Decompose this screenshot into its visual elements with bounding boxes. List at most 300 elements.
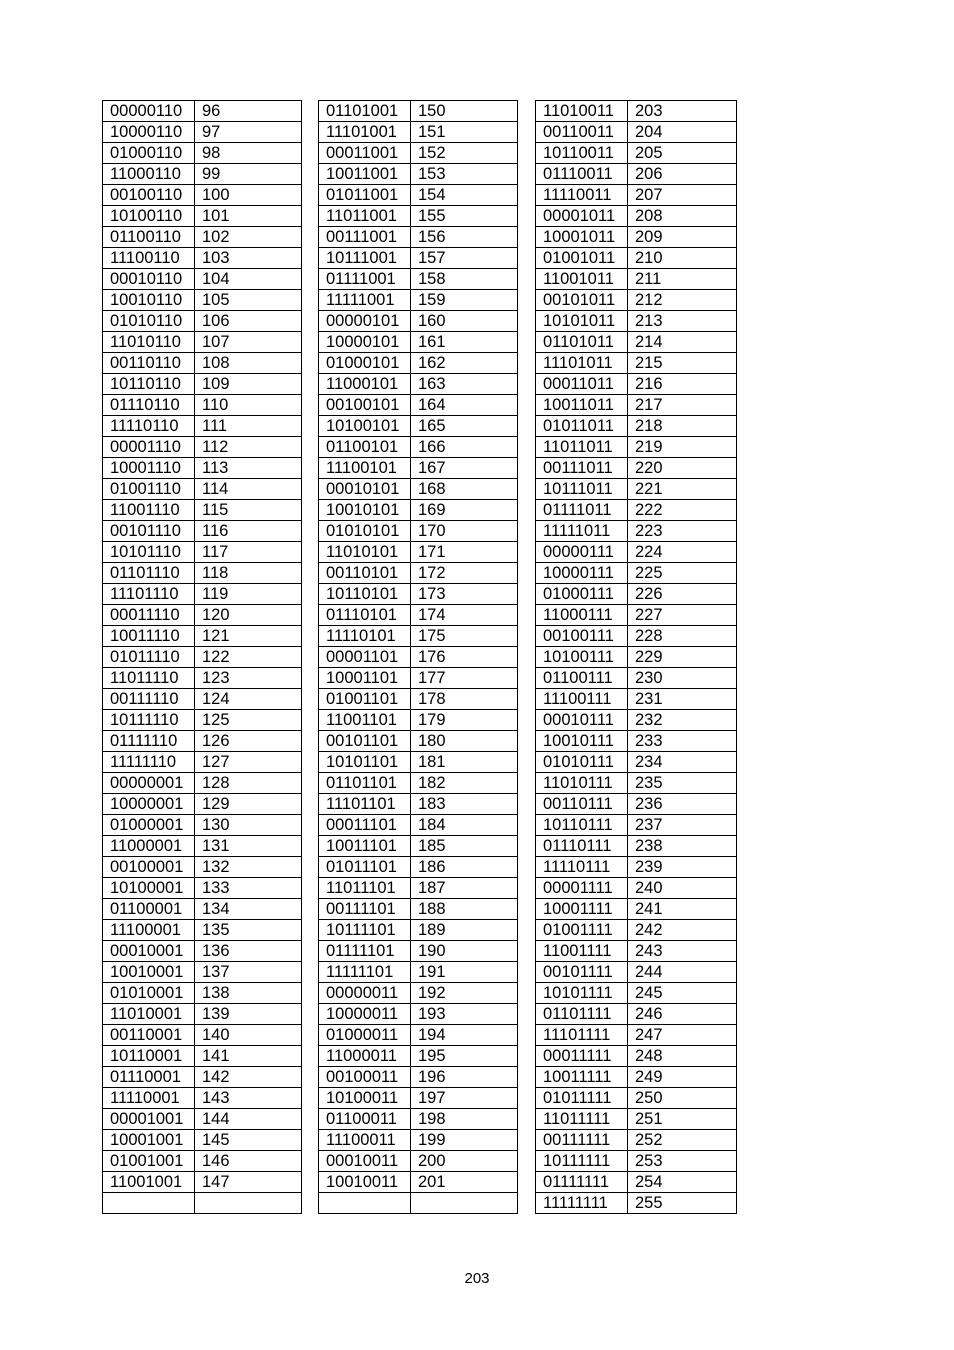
decimal-value-cell: 198 <box>411 1109 518 1130</box>
table-row <box>319 794 518 815</box>
binary-table-2 <box>318 100 518 1214</box>
decimal-value-cell: 163 <box>411 374 518 395</box>
decimal-value-cell: 188 <box>411 899 518 920</box>
binary-value-cell: 11111111 <box>536 1193 628 1214</box>
table-row <box>536 647 737 668</box>
table-row <box>319 710 518 731</box>
binary-value-cell: 01000011 <box>319 1025 411 1046</box>
table-row <box>536 353 737 374</box>
table-row <box>319 353 518 374</box>
table-row <box>319 479 518 500</box>
table-row <box>319 584 518 605</box>
binary-value-cell: 00010111 <box>536 710 628 731</box>
binary-value-cell: 11011001 <box>319 206 411 227</box>
table-row <box>103 185 302 206</box>
binary-value-cell: 00101110 <box>103 521 195 542</box>
decimal-value-cell: 230 <box>628 668 737 689</box>
decimal-value-cell: 212 <box>628 290 737 311</box>
table-row <box>536 1109 737 1130</box>
binary-value-cell: 01001011 <box>536 248 628 269</box>
table-row <box>536 374 737 395</box>
binary-value-cell: 10110110 <box>103 374 195 395</box>
binary-table-3 <box>535 100 737 1214</box>
table-row <box>319 836 518 857</box>
decimal-value-cell: 159 <box>411 290 518 311</box>
decimal-value-cell: 109 <box>195 374 302 395</box>
table-row <box>536 227 737 248</box>
binary-value-cell: 10011111 <box>536 1067 628 1088</box>
decimal-value-cell: 145 <box>195 1130 302 1151</box>
decimal-value-cell: 249 <box>628 1067 737 1088</box>
decimal-value-cell: 245 <box>628 983 737 1004</box>
decimal-value-cell: 155 <box>411 206 518 227</box>
binary-value-cell: 11100001 <box>103 920 195 941</box>
binary-value-cell: 11011011 <box>536 437 628 458</box>
binary-value-cell: 10011101 <box>319 836 411 857</box>
binary-value-cell: 01000111 <box>536 584 628 605</box>
table-row <box>103 878 302 899</box>
binary-value-cell: 01110101 <box>319 605 411 626</box>
binary-value-cell: 11111101 <box>319 962 411 983</box>
decimal-value-cell: 104 <box>195 269 302 290</box>
table-row <box>103 1193 302 1214</box>
decimal-value-cell: 168 <box>411 479 518 500</box>
decimal-value-cell: 233 <box>628 731 737 752</box>
decimal-value-cell: 167 <box>411 458 518 479</box>
decimal-value-cell: 178 <box>411 689 518 710</box>
binary-value-cell: 10100110 <box>103 206 195 227</box>
decimal-value-cell: 252 <box>628 1130 737 1151</box>
decimal-value-cell: 216 <box>628 374 737 395</box>
table-row <box>103 647 302 668</box>
decimal-value-cell: 226 <box>628 584 737 605</box>
decimal-value-cell: 169 <box>411 500 518 521</box>
binary-value-cell: 01001101 <box>319 689 411 710</box>
table-row <box>319 1130 518 1151</box>
decimal-value-cell: 231 <box>628 689 737 710</box>
binary-value-cell: 01011110 <box>103 647 195 668</box>
table-row <box>536 500 737 521</box>
decimal-value-cell: 175 <box>411 626 518 647</box>
binary-value-cell: 10100101 <box>319 416 411 437</box>
decimal-value-cell: 140 <box>195 1025 302 1046</box>
decimal-value-cell: 253 <box>628 1151 737 1172</box>
table-row <box>103 1088 302 1109</box>
decimal-value-cell: 172 <box>411 563 518 584</box>
binary-value-cell: 11100110 <box>103 248 195 269</box>
binary-value-cell: 00111011 <box>536 458 628 479</box>
decimal-value-cell: 251 <box>628 1109 737 1130</box>
table-row <box>536 1151 737 1172</box>
binary-value-cell: 10011011 <box>536 395 628 416</box>
binary-value-cell: 10110101 <box>319 584 411 605</box>
table-row <box>103 479 302 500</box>
binary-value-cell: 10111110 <box>103 710 195 731</box>
decimal-value-cell: 131 <box>195 836 302 857</box>
decimal-value-cell: 100 <box>195 185 302 206</box>
binary-value-cell: 00111001 <box>319 227 411 248</box>
binary-value-cell: 11011101 <box>319 878 411 899</box>
table-row <box>536 185 737 206</box>
table-row <box>319 1088 518 1109</box>
binary-value-cell: 00110110 <box>103 353 195 374</box>
decimal-value-cell: 160 <box>411 311 518 332</box>
binary-value-cell: 10100001 <box>103 878 195 899</box>
binary-value-cell: 11001001 <box>103 1172 195 1193</box>
binary-value-cell: 11101111 <box>536 1025 628 1046</box>
page-number: 203 <box>464 1270 490 1287</box>
table-row <box>103 353 302 374</box>
binary-value-cell: 00100001 <box>103 857 195 878</box>
binary-value-cell: 10001111 <box>536 899 628 920</box>
binary-value-cell: 10110011 <box>536 143 628 164</box>
binary-value-cell: 00100011 <box>319 1067 411 1088</box>
binary-value-cell: 01101110 <box>103 563 195 584</box>
binary-value-cell: 11000001 <box>103 836 195 857</box>
table-row <box>319 605 518 626</box>
decimal-value-cell: 122 <box>195 647 302 668</box>
table-row <box>103 332 302 353</box>
binary-value-cell: 10000001 <box>103 794 195 815</box>
binary-value-cell: 00100111 <box>536 626 628 647</box>
binary-value-cell: 11110101 <box>319 626 411 647</box>
binary-table-1 <box>102 100 302 1214</box>
binary-value-cell: 10111011 <box>536 479 628 500</box>
binary-value-cell: 10110001 <box>103 1046 195 1067</box>
decimal-value-cell: 234 <box>628 752 737 773</box>
binary-value-cell: 00100110 <box>103 185 195 206</box>
table-row <box>536 857 737 878</box>
binary-value-cell: 11111011 <box>536 521 628 542</box>
decimal-value-cell: 250 <box>628 1088 737 1109</box>
table-row <box>319 1193 518 1214</box>
table-row <box>536 878 737 899</box>
binary-value-cell: 10101011 <box>536 311 628 332</box>
table-row <box>319 416 518 437</box>
table-row <box>319 500 518 521</box>
table-row <box>536 1172 737 1193</box>
binary-value-cell: 00010011 <box>319 1151 411 1172</box>
binary-value-cell: 01001111 <box>536 920 628 941</box>
binary-value-cell: 01111110 <box>103 731 195 752</box>
table-row <box>103 710 302 731</box>
binary-value-cell: 11001101 <box>319 710 411 731</box>
binary-value-cell: 10100011 <box>319 1088 411 1109</box>
binary-value-cell: 00111111 <box>536 1130 628 1151</box>
binary-value-cell: 01110001 <box>103 1067 195 1088</box>
binary-value-cell: 11011110 <box>103 668 195 689</box>
binary-value-cell: 10011110 <box>103 626 195 647</box>
decimal-value-cell: 237 <box>628 815 737 836</box>
table-row <box>103 1046 302 1067</box>
binary-value-cell: 01101111 <box>536 1004 628 1025</box>
table-row <box>103 857 302 878</box>
decimal-value-cell: 114 <box>195 479 302 500</box>
binary-value-cell: 11111001 <box>319 290 411 311</box>
binary-table-body <box>103 101 302 1214</box>
binary-value-cell: 10011001 <box>319 164 411 185</box>
table-row <box>536 458 737 479</box>
binary-value-cell: 10001110 <box>103 458 195 479</box>
decimal-value-cell: 206 <box>628 164 737 185</box>
binary-value-cell <box>319 1193 411 1214</box>
decimal-value-cell: 210 <box>628 248 737 269</box>
decimal-value-cell: 147 <box>195 1172 302 1193</box>
binary-value-cell: 11000101 <box>319 374 411 395</box>
decimal-value-cell: 174 <box>411 605 518 626</box>
binary-value-cell: 01111111 <box>536 1172 628 1193</box>
decimal-value-cell: 209 <box>628 227 737 248</box>
binary-value-cell: 01101011 <box>536 332 628 353</box>
table-row <box>319 962 518 983</box>
decimal-value-cell: 192 <box>411 983 518 1004</box>
decimal-value-cell: 161 <box>411 332 518 353</box>
table-row <box>103 668 302 689</box>
decimal-value-cell: 133 <box>195 878 302 899</box>
binary-value-cell: 01011001 <box>319 185 411 206</box>
table-row <box>319 857 518 878</box>
table-row <box>103 101 302 122</box>
table-row <box>319 752 518 773</box>
decimal-value-cell: 211 <box>628 269 737 290</box>
binary-value-cell: 10101111 <box>536 983 628 1004</box>
table-row <box>319 143 518 164</box>
decimal-value-cell: 125 <box>195 710 302 731</box>
table-row <box>536 143 737 164</box>
decimal-value-cell: 179 <box>411 710 518 731</box>
binary-value-cell: 11011111 <box>536 1109 628 1130</box>
binary-value-cell: 00000101 <box>319 311 411 332</box>
decimal-value-cell: 201 <box>411 1172 518 1193</box>
table-row <box>319 311 518 332</box>
table-row <box>319 185 518 206</box>
binary-value-cell: 11101110 <box>103 584 195 605</box>
table-row <box>103 206 302 227</box>
decimal-value-cell: 164 <box>411 395 518 416</box>
table-row <box>536 584 737 605</box>
table-row <box>103 1067 302 1088</box>
table-row <box>536 416 737 437</box>
binary-value-cell: 01010101 <box>319 521 411 542</box>
binary-value-cell: 11111110 <box>103 752 195 773</box>
binary-value-cell: 01101001 <box>319 101 411 122</box>
binary-value-cell: 00001110 <box>103 437 195 458</box>
decimal-value-cell: 191 <box>411 962 518 983</box>
table-row <box>319 269 518 290</box>
decimal-value-cell: 240 <box>628 878 737 899</box>
binary-value-cell: 00110011 <box>536 122 628 143</box>
table-row <box>103 122 302 143</box>
decimal-value-cell: 181 <box>411 752 518 773</box>
binary-value-cell: 00010101 <box>319 479 411 500</box>
table-row <box>103 374 302 395</box>
table-row <box>536 752 737 773</box>
decimal-value-cell: 194 <box>411 1025 518 1046</box>
table-row <box>103 920 302 941</box>
binary-value-cell: 11101101 <box>319 794 411 815</box>
table-row <box>536 290 737 311</box>
binary-value-cell: 10111101 <box>319 920 411 941</box>
binary-value-cell: 01111011 <box>536 500 628 521</box>
table-row <box>103 1130 302 1151</box>
decimal-value-cell: 138 <box>195 983 302 1004</box>
table-row <box>319 248 518 269</box>
binary-value-cell: 00001101 <box>319 647 411 668</box>
decimal-value-cell: 117 <box>195 542 302 563</box>
decimal-value-cell: 97 <box>195 122 302 143</box>
table-row <box>536 1046 737 1067</box>
decimal-value-cell: 205 <box>628 143 737 164</box>
binary-value-cell: 10000101 <box>319 332 411 353</box>
binary-table-body <box>536 101 737 1214</box>
binary-value-cell: 10101110 <box>103 542 195 563</box>
table-row <box>319 1172 518 1193</box>
decimal-value-cell: 199 <box>411 1130 518 1151</box>
table-row <box>103 773 302 794</box>
table-row <box>319 290 518 311</box>
decimal-value-cell: 103 <box>195 248 302 269</box>
table-row <box>536 332 737 353</box>
decimal-value-cell: 96 <box>195 101 302 122</box>
table-row <box>103 395 302 416</box>
binary-value-cell: 01011101 <box>319 857 411 878</box>
binary-value-cell: 01100111 <box>536 668 628 689</box>
binary-value-cell: 10010111 <box>536 731 628 752</box>
table-row <box>536 563 737 584</box>
table-row <box>536 206 737 227</box>
table-row <box>536 962 737 983</box>
table-row <box>319 542 518 563</box>
binary-value-cell: 10101101 <box>319 752 411 773</box>
decimal-value-cell: 150 <box>411 101 518 122</box>
decimal-value-cell: 134 <box>195 899 302 920</box>
decimal-value-cell: 157 <box>411 248 518 269</box>
binary-value-cell: 01111001 <box>319 269 411 290</box>
binary-value-cell: 10010001 <box>103 962 195 983</box>
table-row <box>103 1025 302 1046</box>
binary-value-cell: 11100101 <box>319 458 411 479</box>
binary-value-cell: 11000011 <box>319 1046 411 1067</box>
binary-value-cell: 11010011 <box>536 101 628 122</box>
decimal-value-cell: 229 <box>628 647 737 668</box>
binary-table-body <box>319 101 518 1214</box>
table-row <box>103 962 302 983</box>
binary-value-cell: 00101101 <box>319 731 411 752</box>
binary-value-cell: 00110111 <box>536 794 628 815</box>
table-row <box>536 164 737 185</box>
decimal-value-cell: 112 <box>195 437 302 458</box>
table-row <box>103 227 302 248</box>
decimal-value-cell: 158 <box>411 269 518 290</box>
table-row <box>103 983 302 1004</box>
binary-value-cell: 11110001 <box>103 1088 195 1109</box>
binary-value-cell: 11000110 <box>103 164 195 185</box>
table-row <box>536 920 737 941</box>
binary-value-cell: 01010001 <box>103 983 195 1004</box>
binary-value-cell: 10110111 <box>536 815 628 836</box>
decimal-value-cell: 106 <box>195 311 302 332</box>
decimal-value-cell: 193 <box>411 1004 518 1025</box>
binary-value-cell: 01110111 <box>536 836 628 857</box>
binary-value-cell: 00111101 <box>319 899 411 920</box>
table-row <box>319 920 518 941</box>
binary-value-cell: 00100101 <box>319 395 411 416</box>
table-row <box>536 773 737 794</box>
decimal-value-cell: 127 <box>195 752 302 773</box>
binary-value-cell: 01001001 <box>103 1151 195 1172</box>
binary-value-cell: 11101001 <box>319 122 411 143</box>
decimal-value-cell: 235 <box>628 773 737 794</box>
binary-value-cell: 01100011 <box>319 1109 411 1130</box>
table-row <box>103 1151 302 1172</box>
binary-value-cell: 11000111 <box>536 605 628 626</box>
decimal-value-cell: 203 <box>628 101 737 122</box>
decimal-value-cell: 173 <box>411 584 518 605</box>
table-row <box>319 899 518 920</box>
table-row <box>319 1109 518 1130</box>
binary-value-cell: 01010111 <box>536 752 628 773</box>
table-row <box>103 542 302 563</box>
binary-value-cell: 01010110 <box>103 311 195 332</box>
table-row <box>319 773 518 794</box>
binary-value-cell: 11100111 <box>536 689 628 710</box>
table-row <box>319 815 518 836</box>
binary-value-cell: 01110011 <box>536 164 628 185</box>
decimal-value-cell: 246 <box>628 1004 737 1025</box>
decimal-value-cell: 126 <box>195 731 302 752</box>
binary-value-cell: 00101111 <box>536 962 628 983</box>
decimal-value-cell: 248 <box>628 1046 737 1067</box>
binary-value-cell: 00110001 <box>103 1025 195 1046</box>
binary-value-cell: 10001001 <box>103 1130 195 1151</box>
binary-value-cell: 11101011 <box>536 353 628 374</box>
decimal-value-cell: 213 <box>628 311 737 332</box>
decimal-value-cell: 130 <box>195 815 302 836</box>
table-row <box>536 1067 737 1088</box>
table-row <box>319 1151 518 1172</box>
decimal-value-cell: 224 <box>628 542 737 563</box>
binary-value-cell: 00000011 <box>319 983 411 1004</box>
decimal-value-cell: 196 <box>411 1067 518 1088</box>
binary-value-cell: 01000110 <box>103 143 195 164</box>
decimal-value-cell: 207 <box>628 185 737 206</box>
table-row <box>103 941 302 962</box>
table-row <box>536 668 737 689</box>
decimal-value-cell: 227 <box>628 605 737 626</box>
binary-value-cell: 10111001 <box>319 248 411 269</box>
binary-value-cell: 00000110 <box>103 101 195 122</box>
binary-value-cell: 00010110 <box>103 269 195 290</box>
table-row <box>536 815 737 836</box>
decimal-value-cell: 223 <box>628 521 737 542</box>
table-row <box>536 983 737 1004</box>
decimal-value-cell: 180 <box>411 731 518 752</box>
binary-value-cell: 01110110 <box>103 395 195 416</box>
binary-value-cell: 10010101 <box>319 500 411 521</box>
binary-value-cell: 11110110 <box>103 416 195 437</box>
binary-value-cell: 00001011 <box>536 206 628 227</box>
table-row <box>319 122 518 143</box>
decimal-value-cell: 111 <box>195 416 302 437</box>
table-row <box>103 899 302 920</box>
decimal-value-cell: 241 <box>628 899 737 920</box>
table-row <box>319 983 518 1004</box>
binary-value-cell: 10001101 <box>319 668 411 689</box>
decimal-value-cell: 243 <box>628 941 737 962</box>
table-row <box>319 878 518 899</box>
table-row <box>103 626 302 647</box>
table-row <box>103 269 302 290</box>
